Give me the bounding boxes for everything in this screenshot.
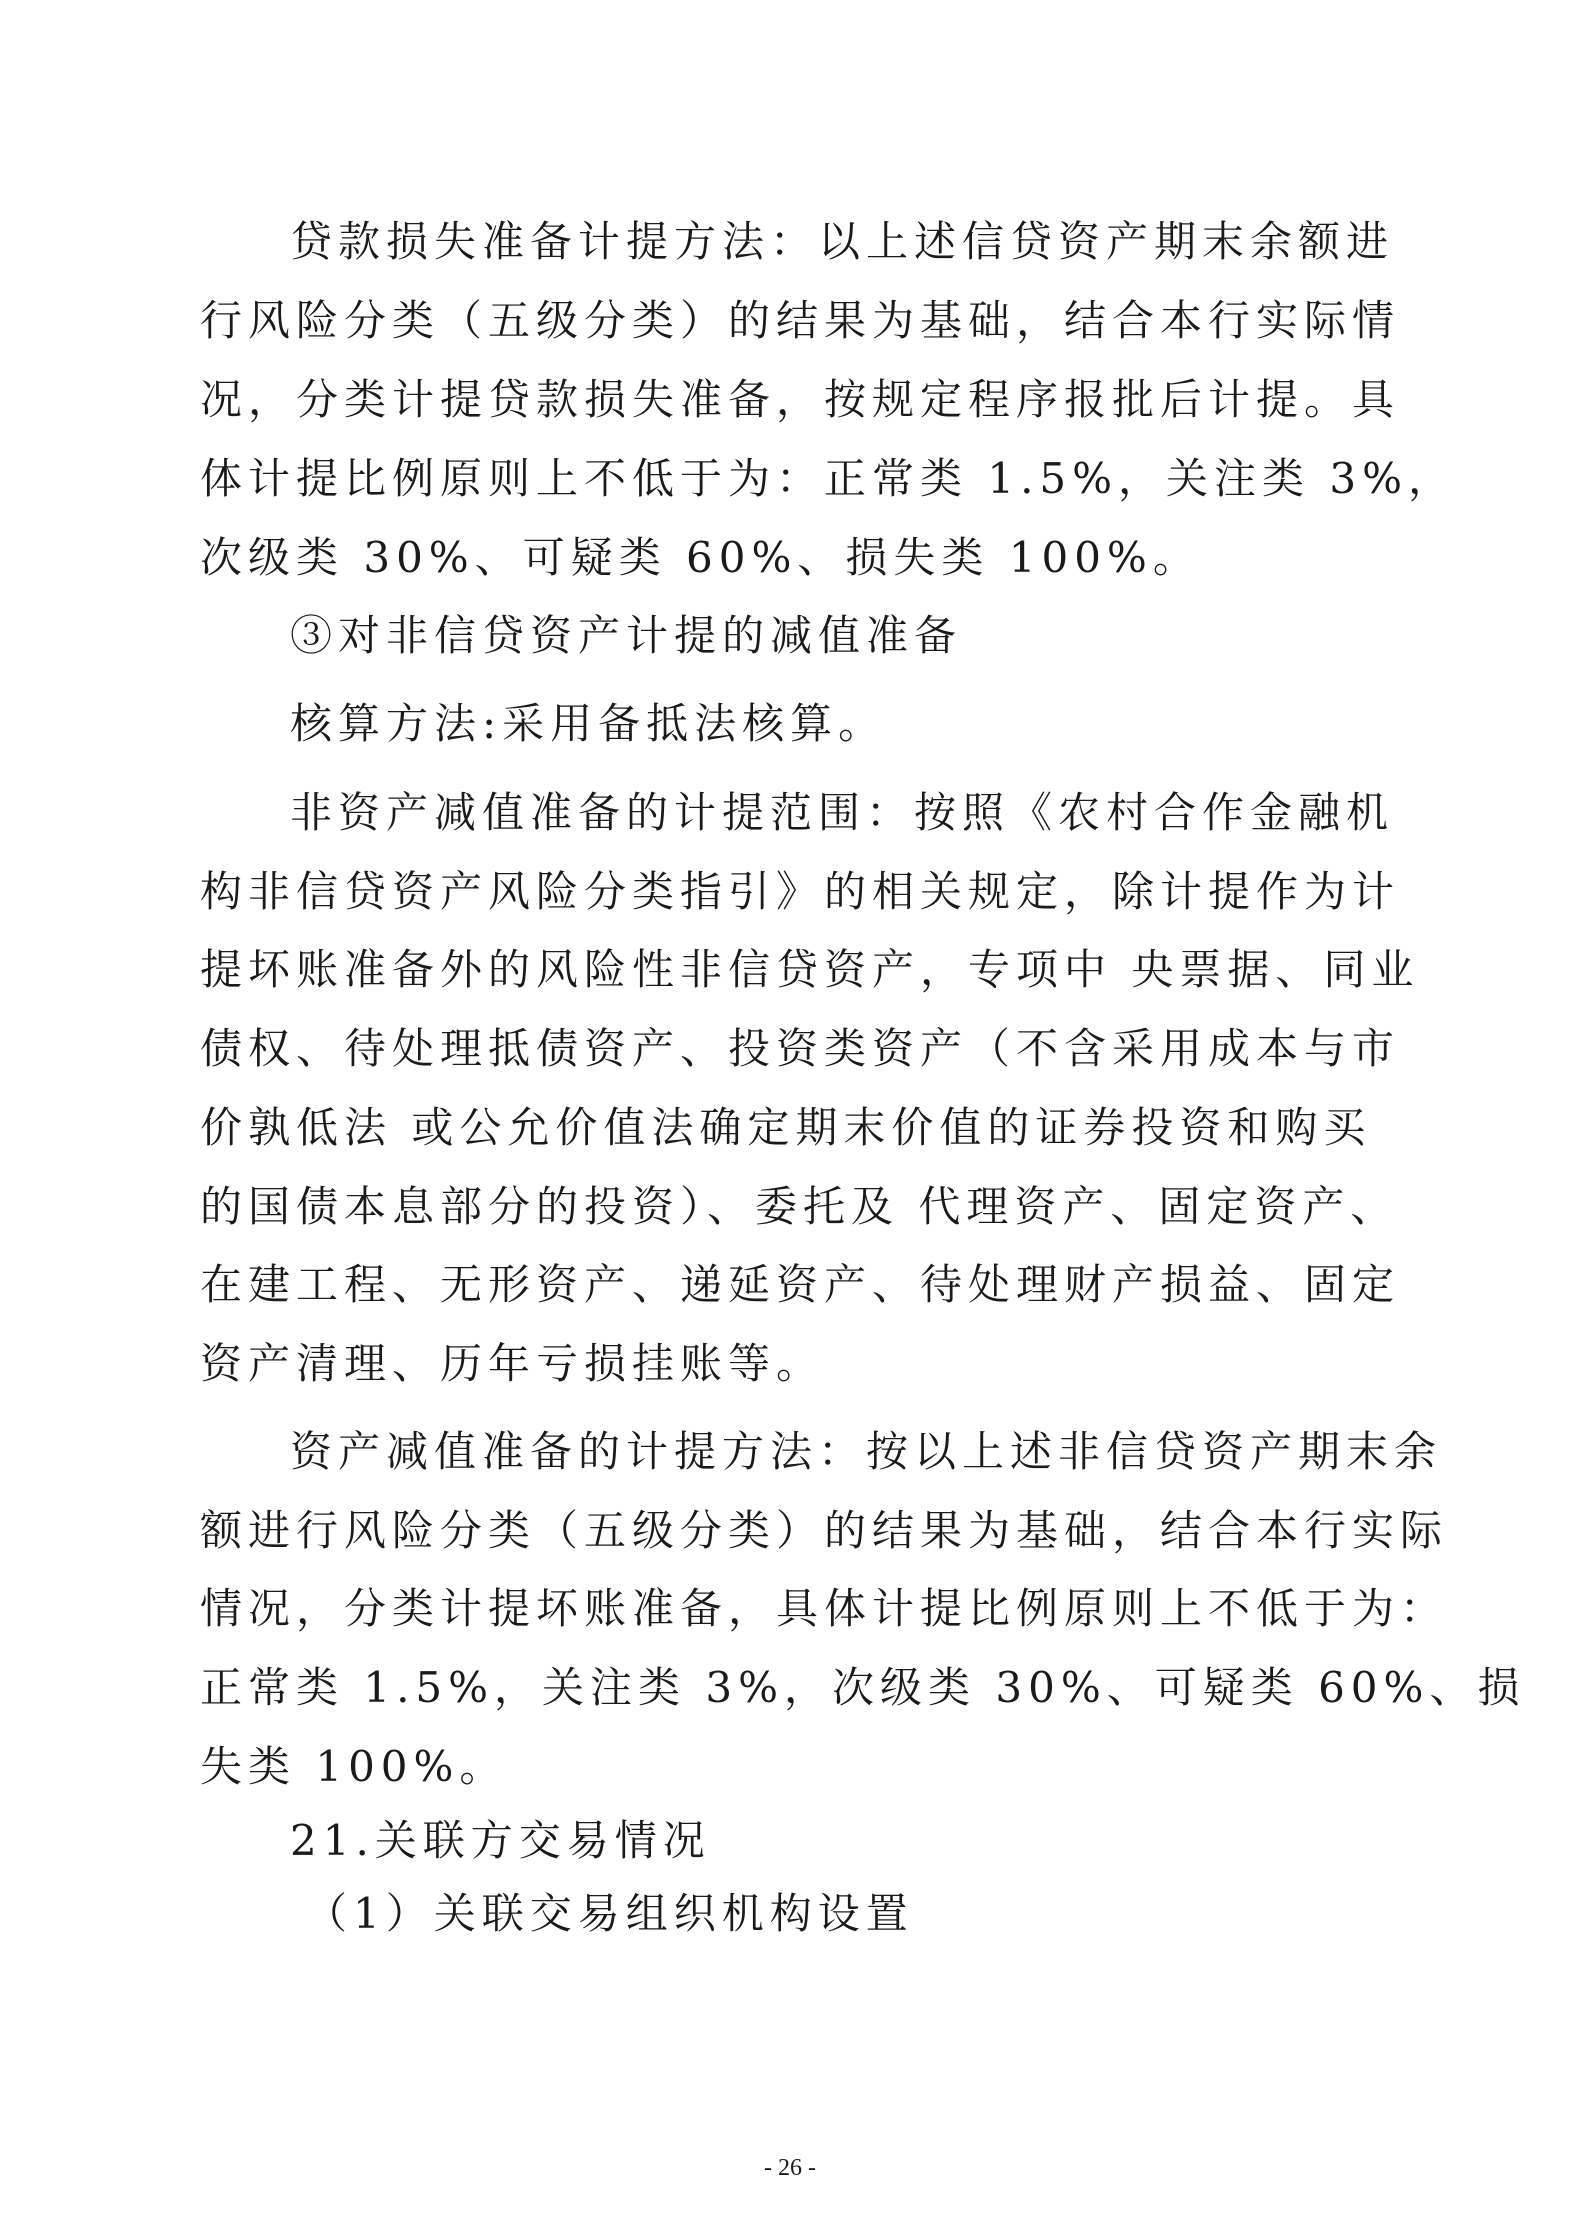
text-line: ③对非信贷资产计提的减值准备 bbox=[290, 611, 963, 660]
text-line: 非资产减值准备的计提范围：按照《农村合作金融机 bbox=[290, 788, 1395, 837]
text-line: 贷款损失准备计提方法：以上述信贷资产期末余额进 bbox=[290, 217, 1395, 266]
text-line: 正常类 1.5%，关注类 3%，次级类 30%、可疑类 60%、损 bbox=[200, 1663, 1526, 1712]
text-line: 资产清理、历年亏损挂账等。 bbox=[200, 1339, 825, 1388]
text-line: 在建工程、无形资产、递延资产、待处理财产损益、固定 bbox=[200, 1260, 1401, 1309]
text-line: 额进行风险分类（五级分类）的结果为基础，结合本行实际 bbox=[200, 1506, 1449, 1555]
text-line: 的国债本息部分的投资）、委托及 代理资产、固定资产、 bbox=[200, 1182, 1399, 1231]
text-line: 况，分类计提贷款损失准备，按规定程序报批后计提。具 bbox=[200, 375, 1401, 424]
text-line: 情况，分类计提坏账准备，具体计提比例原则上不低于为： bbox=[200, 1584, 1449, 1633]
text-line: 失类 100%。 bbox=[200, 1742, 508, 1791]
text-line: 核算方法:采用备抵法核算。 bbox=[290, 699, 887, 748]
section-heading: 21.关联方交易情况 bbox=[290, 1816, 711, 1865]
text-line: 债权、待处理抵债资产、投资类资产（不含采用成本与市 bbox=[200, 1024, 1401, 1073]
text-line: 构非信贷资产风险分类指引》的相关规定，除计提作为计 bbox=[200, 867, 1401, 916]
text-line: 行风险分类（五级分类）的结果为基础，结合本行实际情 bbox=[200, 296, 1401, 345]
text-line: 体计提比例原则上不低于为：正常类 1.5%，关注类 3%， bbox=[200, 454, 1457, 503]
text-line: 价孰低法 或公允价值法确定期末价值的证券投资和购买 bbox=[200, 1103, 1372, 1152]
text-line: 提坏账准备外的风险性非信贷资产，专项中 央票据、同业 bbox=[200, 945, 1420, 994]
page-number: - 26 - bbox=[764, 2155, 816, 2181]
text-line: 资产减值准备的计提方法：按以上述非信贷资产期末余 bbox=[290, 1427, 1443, 1476]
subsection-heading: （1）关联交易组织机构设置 bbox=[305, 1889, 914, 1938]
text-line: 次级类 30%、可疑类 60%、损失类 100%。 bbox=[200, 533, 1201, 582]
